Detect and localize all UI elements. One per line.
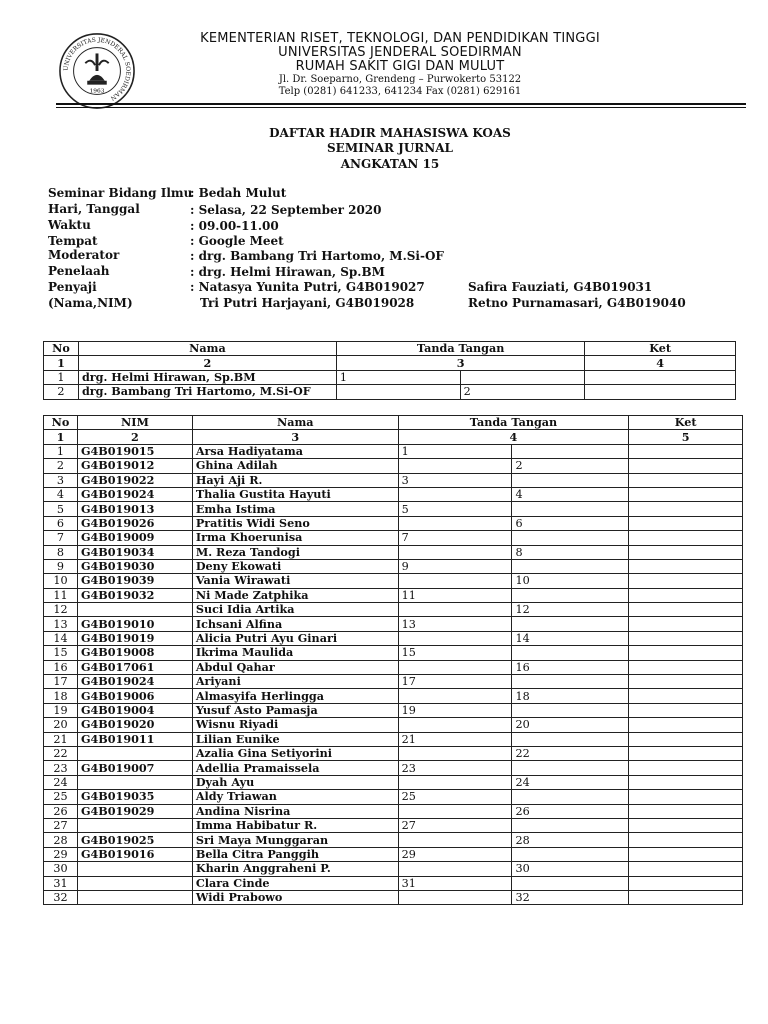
signature-cell-left[interactable] <box>398 516 512 530</box>
signature-cell-right[interactable]: 16 <box>512 660 629 674</box>
row-nama: Ghina Adilah <box>192 459 398 473</box>
penyaji-value-3: Safira Fauziati, G4B019031 <box>468 280 653 294</box>
row-ket <box>629 732 743 746</box>
row-nim: G4B019015 <box>77 444 192 458</box>
row-no: 3 <box>44 473 78 487</box>
table-row <box>44 876 743 890</box>
staff-attendance-table <box>43 341 736 400</box>
table-row <box>44 675 743 689</box>
row-nim <box>77 603 192 617</box>
row-no: 21 <box>44 732 78 746</box>
row-nama: Andina Nisrina <box>192 804 398 818</box>
row-ket <box>629 833 743 847</box>
row-ket <box>585 370 736 384</box>
signature-cell-right[interactable]: 20 <box>512 718 629 732</box>
row-nim: G4B019024 <box>77 487 192 501</box>
signature-cell-right[interactable] <box>512 588 629 602</box>
table-header-row <box>44 416 743 430</box>
row-nim: G4B019010 <box>77 617 192 631</box>
row-ket <box>629 847 743 861</box>
row-ket <box>629 516 743 530</box>
row-nama: Abdul Qahar <box>192 660 398 674</box>
row-nama: M. Reza Tandogi <box>192 545 398 559</box>
row-nama: Clara Cinde <box>192 876 398 890</box>
row-nama: Wisnu Riyadi <box>192 718 398 732</box>
row-nim: G4B019012 <box>77 459 192 473</box>
signature-cell-left[interactable]: 31 <box>398 876 512 890</box>
signature-cell-right[interactable] <box>512 675 629 689</box>
table-row <box>44 847 743 861</box>
row-nim <box>77 775 192 789</box>
row-no: 26 <box>44 804 78 818</box>
column-number-row <box>44 356 736 370</box>
row-ket <box>629 876 743 890</box>
signature-cell-left[interactable]: 5 <box>398 502 512 516</box>
row-no: 12 <box>44 603 78 617</box>
signature-cell-left[interactable] <box>398 660 512 674</box>
row-nama: Adellia Pramaissela <box>192 761 398 775</box>
row-nim: G4B019032 <box>77 588 192 602</box>
row-nama: Ikrima Maulida <box>192 646 398 660</box>
signature-cell-left[interactable] <box>398 487 512 501</box>
row-no: 30 <box>44 862 78 876</box>
signature-cell-right[interactable] <box>512 531 629 545</box>
row-nama: Irma Khoerunisa <box>192 531 398 545</box>
row-ket <box>629 818 743 832</box>
penyaji-value-4: Retno Purnamasari, G4B019040 <box>468 296 686 310</box>
row-nim <box>77 746 192 760</box>
row-ket <box>629 588 743 602</box>
penelaah-label: Penelaah <box>48 264 110 278</box>
header-nim: NIM <box>77 416 192 430</box>
colnum-1: 1 <box>44 430 78 444</box>
signature-cell-left[interactable]: 23 <box>398 761 512 775</box>
table-row <box>44 459 743 473</box>
row-nama: Ariyani <box>192 675 398 689</box>
row-nim: G4B019030 <box>77 559 192 573</box>
document-batch: ANGKATAN 15 <box>340 157 440 171</box>
signature-cell-left[interactable] <box>398 545 512 559</box>
column-number-row <box>44 430 743 444</box>
signature-cell-left[interactable] <box>398 689 512 703</box>
row-nim: G4B019006 <box>77 689 192 703</box>
waktu-label: Waktu <box>48 218 91 232</box>
table-row <box>44 631 743 645</box>
row-nim: G4B019022 <box>77 473 192 487</box>
penelaah-value: : drg. Helmi Hirawan, Sp.BM <box>190 265 385 279</box>
signature-cell-left[interactable]: 3 <box>398 473 512 487</box>
document-subtitle: SEMINAR JURNAL <box>327 141 453 155</box>
signature-cell-right[interactable]: 32 <box>512 890 629 904</box>
signature-cell-right[interactable] <box>512 703 629 717</box>
table-row <box>44 703 743 717</box>
table-row <box>44 473 743 487</box>
table-row <box>44 833 743 847</box>
colnum-4: 4 <box>585 356 736 370</box>
row-nim: G4B019009 <box>77 531 192 545</box>
header-nama: Nama <box>192 416 398 430</box>
table-row <box>44 444 743 458</box>
row-nama: Vania Wirawati <box>192 574 398 588</box>
row-nim <box>77 862 192 876</box>
row-nama: Arsa Hadiyatama <box>192 444 398 458</box>
colnum-3: 3 <box>192 430 398 444</box>
row-nim: G4B019034 <box>77 545 192 559</box>
row-ket <box>629 890 743 904</box>
signature-cell-right[interactable]: 6 <box>512 516 629 530</box>
header-ket: Ket <box>585 342 736 356</box>
colnum-1: 1 <box>44 356 79 370</box>
waktu-value: : 09.00-11.00 <box>190 219 279 233</box>
table-row <box>44 732 743 746</box>
signature-cell-left[interactable] <box>398 574 512 588</box>
row-ket <box>629 487 743 501</box>
table-row <box>44 775 743 789</box>
colnum-3: 3 <box>336 356 584 370</box>
row-nama: drg. Helmi Hirawan, Sp.BM <box>78 370 336 384</box>
header-no: No <box>44 342 79 356</box>
header-ket: Ket <box>629 416 743 430</box>
row-nama: Dyah Ayu <box>192 775 398 789</box>
row-no: 31 <box>44 876 78 890</box>
signature-cell-right[interactable] <box>512 502 629 516</box>
signature-cell-left[interactable] <box>398 862 512 876</box>
tempat-value: : Google Meet <box>190 234 284 248</box>
row-ket <box>629 559 743 573</box>
row-nama: Sri Maya Munggaran <box>192 833 398 847</box>
table-row <box>44 370 736 384</box>
row-nama: Thalia Gustita Hayuti <box>192 487 398 501</box>
row-no: 11 <box>44 588 78 602</box>
moderator-label: Moderator <box>48 248 120 262</box>
row-nim: G4B019025 <box>77 833 192 847</box>
signature-cell-right[interactable]: 28 <box>512 833 629 847</box>
signature-cell-left[interactable] <box>398 833 512 847</box>
signature-cell-left[interactable]: 1 <box>336 370 460 384</box>
table-row <box>44 531 743 545</box>
signature-cell-right[interactable] <box>512 876 629 890</box>
signature-cell-left[interactable]: 11 <box>398 588 512 602</box>
row-no: 22 <box>44 746 78 760</box>
table-row <box>44 746 743 760</box>
colnum-5: 5 <box>629 430 743 444</box>
row-nim: G4B019019 <box>77 631 192 645</box>
table-row <box>44 502 743 516</box>
signature-cell-left[interactable]: 9 <box>398 559 512 573</box>
row-nim: G4B019026 <box>77 516 192 530</box>
row-no: 28 <box>44 833 78 847</box>
row-nim: G4B019011 <box>77 732 192 746</box>
row-nama: Suci Idia Artika <box>192 603 398 617</box>
row-no: 23 <box>44 761 78 775</box>
row-ket <box>629 603 743 617</box>
row-ket <box>629 703 743 717</box>
table-row <box>44 545 743 559</box>
row-ket <box>629 862 743 876</box>
row-no: 13 <box>44 617 78 631</box>
colnum-2: 2 <box>77 430 192 444</box>
signature-cell-left[interactable] <box>336 385 460 399</box>
signature-cell-left[interactable]: 17 <box>398 675 512 689</box>
logo-ring-text: UNIVERSITAS JENDERAL SOEDIRMAN <box>62 36 132 102</box>
header-tanda-tangan: Tanda Tangan <box>336 342 584 356</box>
signature-cell-left[interactable]: 7 <box>398 531 512 545</box>
table-row <box>44 588 743 602</box>
signature-cell-right[interactable]: 12 <box>512 603 629 617</box>
row-no: 29 <box>44 847 78 861</box>
row-nim: G4B019013 <box>77 502 192 516</box>
row-no: 16 <box>44 660 78 674</box>
signature-cell-right[interactable]: 14 <box>512 631 629 645</box>
row-nim: G4B017061 <box>77 660 192 674</box>
signature-cell-right[interactable] <box>512 761 629 775</box>
signature-cell-right[interactable]: 22 <box>512 746 629 760</box>
table-row <box>44 790 743 804</box>
signature-cell-left[interactable] <box>398 746 512 760</box>
colnum-2: 2 <box>78 356 336 370</box>
row-nama: Aldy Triawan <box>192 790 398 804</box>
header-nama: Nama <box>78 342 336 356</box>
row-ket <box>585 385 736 399</box>
table-row <box>44 890 743 904</box>
row-ket <box>629 660 743 674</box>
signature-cell-left[interactable]: 13 <box>398 617 512 631</box>
row-ket <box>629 444 743 458</box>
row-ket <box>629 502 743 516</box>
row-no: 25 <box>44 790 78 804</box>
letterhead-university: UNIVERSITAS JENDERAL SOEDIRMAN <box>278 45 522 60</box>
signature-cell-left[interactable] <box>398 459 512 473</box>
row-nim <box>77 876 192 890</box>
signature-cell-right[interactable]: 4 <box>512 487 629 501</box>
row-ket <box>629 459 743 473</box>
row-ket <box>629 746 743 760</box>
signature-cell-right[interactable]: 2 <box>460 385 585 399</box>
row-ket <box>629 631 743 645</box>
row-nama: Widi Prabowo <box>192 890 398 904</box>
table-row <box>44 660 743 674</box>
moderator-value: : drg. Bambang Tri Hartomo, M.Si-OF <box>190 249 444 263</box>
signature-cell-right[interactable]: 30 <box>512 862 629 876</box>
signature-cell-right[interactable] <box>512 473 629 487</box>
hari-value: : Selasa, 22 September 2020 <box>190 203 382 217</box>
row-no: 17 <box>44 675 78 689</box>
letterhead-address: Jl. Dr. Soeparno, Grendeng – Purwokerto 53122 <box>278 74 522 85</box>
row-nim: G4B019029 <box>77 804 192 818</box>
row-ket <box>629 646 743 660</box>
letterhead-hospital: RUMAH SAKIT GIGI DAN MULUT <box>295 59 505 74</box>
letterhead-phone: Telp (0281) 641233, 641234 Fax (0281) 629161 <box>278 86 522 97</box>
row-no: 14 <box>44 631 78 645</box>
row-no: 18 <box>44 689 78 703</box>
bidang-label: Seminar Bidang Ilmu <box>48 186 193 200</box>
signature-cell-left[interactable] <box>398 775 512 789</box>
row-nama: Yusuf Asto Pamasja <box>192 703 398 717</box>
table-row <box>44 487 743 501</box>
bidang-value: : Bedah Mulut <box>190 186 287 200</box>
row-nama: Bella Citra Panggih <box>192 847 398 861</box>
row-nim: G4B019024 <box>77 675 192 689</box>
table-row <box>44 761 743 775</box>
signature-cell-right[interactable]: 18 <box>512 689 629 703</box>
row-nim: G4B019007 <box>77 761 192 775</box>
table-row <box>44 804 743 818</box>
row-ket <box>629 790 743 804</box>
row-nim <box>77 890 192 904</box>
penyaji-value-1: : Natasya Yunita Putri, G4B019027 <box>190 280 425 294</box>
signature-cell-right[interactable]: 8 <box>512 545 629 559</box>
table-row <box>44 646 743 660</box>
table-row <box>44 603 743 617</box>
signature-cell-right[interactable] <box>512 847 629 861</box>
row-nim: G4B019004 <box>77 703 192 717</box>
row-no: 24 <box>44 775 78 789</box>
row-no: 19 <box>44 703 78 717</box>
row-ket <box>629 718 743 732</box>
university-logo-icon <box>58 32 136 110</box>
row-no: 9 <box>44 559 78 573</box>
letterhead-ministry: KEMENTERIAN RISET, TEKNOLOGI, DAN PENDIDIKAN TINGGI <box>200 31 600 46</box>
row-ket <box>629 804 743 818</box>
row-nama: drg. Bambang Tri Hartomo, M.Si-OF <box>78 385 336 399</box>
table-row <box>44 862 743 876</box>
signature-cell-right[interactable] <box>512 646 629 660</box>
penyaji-label-sub: (Nama,NIM) <box>48 296 133 310</box>
signature-cell-right[interactable] <box>512 617 629 631</box>
row-nama: Lilian Eunike <box>192 732 398 746</box>
penyaji-value-2: Tri Putri Harjayani, G4B019028 <box>200 296 415 310</box>
penyaji-label: Penyaji <box>48 280 97 294</box>
row-nama: Ni Made Zatphika <box>192 588 398 602</box>
row-no: 32 <box>44 890 78 904</box>
row-no: 5 <box>44 502 78 516</box>
logo-year: 1963 <box>89 88 105 95</box>
table-row <box>44 689 743 703</box>
signature-cell-left[interactable]: 21 <box>398 732 512 746</box>
row-nim: G4B019035 <box>77 790 192 804</box>
tempat-label: Tempat <box>48 234 98 248</box>
signature-cell-right[interactable] <box>512 732 629 746</box>
row-no: 27 <box>44 818 78 832</box>
document-title: DAFTAR HADIR MAHASISWA KOAS <box>269 126 511 140</box>
table-row <box>44 385 736 399</box>
student-attendance-table <box>43 415 743 905</box>
signature-cell-right[interactable] <box>512 559 629 573</box>
row-ket <box>629 545 743 559</box>
signature-cell-right[interactable]: 24 <box>512 775 629 789</box>
row-nama: Ichsani Alfina <box>192 617 398 631</box>
signature-cell-left[interactable]: 19 <box>398 703 512 717</box>
table-row <box>44 516 743 530</box>
table-row <box>44 559 743 573</box>
row-no: 7 <box>44 531 78 545</box>
row-ket <box>629 775 743 789</box>
row-no: 8 <box>44 545 78 559</box>
row-ket <box>629 473 743 487</box>
row-no: 20 <box>44 718 78 732</box>
signature-cell-left[interactable] <box>398 804 512 818</box>
row-no: 15 <box>44 646 78 660</box>
letterhead-divider-thin <box>56 107 746 108</box>
row-ket <box>629 617 743 631</box>
table-row <box>44 818 743 832</box>
letterhead-divider <box>56 103 746 105</box>
signature-cell-left[interactable]: 27 <box>398 818 512 832</box>
signature-cell-right[interactable] <box>512 790 629 804</box>
signature-cell-right[interactable]: 26 <box>512 804 629 818</box>
signature-cell-right[interactable] <box>512 444 629 458</box>
row-nama: Kharin Anggraheni P. <box>192 862 398 876</box>
signature-cell-left[interactable] <box>398 631 512 645</box>
signature-cell-right[interactable]: 10 <box>512 574 629 588</box>
row-nama: Alicia Putri Ayu Ginari <box>192 631 398 645</box>
row-nama: Deny Ekowati <box>192 559 398 573</box>
row-nama: Emha Istima <box>192 502 398 516</box>
row-ket <box>629 689 743 703</box>
header-tanda-tangan: Tanda Tangan <box>398 416 629 430</box>
row-no: 2 <box>44 459 78 473</box>
row-nim: G4B019016 <box>77 847 192 861</box>
row-nama: Almasyifa Herlingga <box>192 689 398 703</box>
row-nim: G4B019008 <box>77 646 192 660</box>
row-no: 2 <box>44 385 79 399</box>
colnum-4: 4 <box>398 430 629 444</box>
table-row <box>44 617 743 631</box>
row-no: 1 <box>44 370 79 384</box>
row-ket <box>629 574 743 588</box>
table-row <box>44 718 743 732</box>
table-header-row <box>44 342 736 356</box>
signature-cell-right[interactable] <box>512 818 629 832</box>
table-row <box>44 574 743 588</box>
row-no: 1 <box>44 444 78 458</box>
signature-cell-left[interactable] <box>398 603 512 617</box>
signature-cell-left[interactable]: 15 <box>398 646 512 660</box>
row-nim: G4B019039 <box>77 574 192 588</box>
signature-cell-right[interactable]: 2 <box>512 459 629 473</box>
row-no: 6 <box>44 516 78 530</box>
header-no: No <box>44 416 78 430</box>
hari-label: Hari, Tanggal <box>48 202 140 216</box>
signature-cell-left[interactable] <box>398 718 512 732</box>
row-nama: Hayi Aji R. <box>192 473 398 487</box>
signature-cell-left[interactable]: 25 <box>398 790 512 804</box>
row-nama: Azalia Gina Setiyorini <box>192 746 398 760</box>
row-nim <box>77 818 192 832</box>
signature-cell-left[interactable]: 29 <box>398 847 512 861</box>
signature-cell-left[interactable]: 1 <box>398 444 512 458</box>
row-ket <box>629 761 743 775</box>
row-nim: G4B019020 <box>77 718 192 732</box>
signature-cell-left[interactable] <box>398 890 512 904</box>
row-ket <box>629 531 743 545</box>
row-ket <box>629 675 743 689</box>
row-no: 4 <box>44 487 78 501</box>
signature-cell-right[interactable] <box>460 370 585 384</box>
row-nama: Pratitis Widi Seno <box>192 516 398 530</box>
row-nama: Imma Habibatur R. <box>192 818 398 832</box>
row-no: 10 <box>44 574 78 588</box>
